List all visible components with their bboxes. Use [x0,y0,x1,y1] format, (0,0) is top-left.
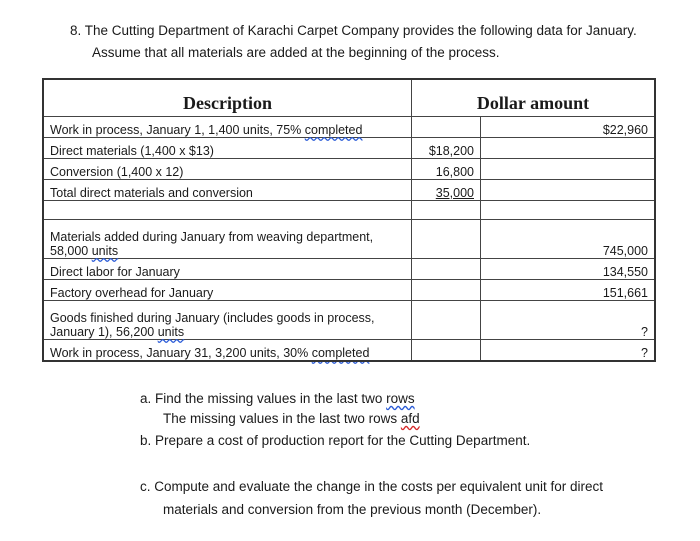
task-a-note: The missing values in the last two rows afd [163,411,420,426]
task-c-line-2: materials and conversion from the previous month (December). [163,502,542,517]
question-line-1: 8. The Cutting Department of Karachi Carpet Company provides the following data for January. [70,23,637,38]
row-amount [481,180,655,201]
row-description: Direct labor for January [44,259,412,280]
row-subamount: 35,000 [412,180,481,201]
row-subamount: 16,800 [412,159,481,180]
table-row [44,180,655,201]
table-header-row [44,80,655,117]
row-amount [481,159,655,180]
row-subamount [412,259,481,280]
row-amount [481,138,655,159]
table-row [44,340,655,361]
row-description: Materials added during January from weaving department, 58,000 units [44,220,412,259]
table-row [44,259,655,280]
row-subamount [412,301,481,340]
header-dollar-amount: Dollar amount [412,80,655,117]
row-amount: 745,000 [481,220,655,259]
row-description: Goods finished during January (includes goods in process, January 1), 56,200 units [44,301,412,340]
table-row [44,280,655,301]
table-spacer-row [44,201,655,220]
row-description: Total direct materials and conversion [44,180,412,201]
task-a: a. Find the missing values in the last two rows [140,391,415,406]
row-amount: ? [481,340,655,361]
row-amount: ? [481,301,655,340]
table-row [44,159,655,180]
row-description: Direct materials (1,400 x $13) [44,138,412,159]
row-amount: 134,550 [481,259,655,280]
row-description: Factory overhead for January [44,280,412,301]
table-row [44,220,655,259]
row-description: Work in process, January 1, 1,400 units, 75% completed [44,117,412,138]
row-subamount [412,340,481,361]
header-description: Description [44,80,412,117]
data-table [43,79,655,361]
table-row [44,301,655,340]
question-line-2: Assume that all materials are added at the beginning of the process. [92,45,500,60]
table-row [44,138,655,159]
row-description: Work in process, January 31, 3,200 units, 30% completed [44,340,412,361]
row-subamount: $18,200 [412,138,481,159]
row-subamount [412,220,481,259]
task-b: b. Prepare a cost of production report for the Cutting Department. [140,433,531,448]
row-description: Conversion (1,400 x 12) [44,159,412,180]
table-row [44,117,655,138]
row-amount: 151,661 [481,280,655,301]
row-subamount [412,280,481,301]
task-c-line-1: c. Compute and evaluate the change in the costs per equivalent unit for direct [140,479,604,494]
row-amount: $22,960 [481,117,655,138]
row-subamount [412,117,481,138]
